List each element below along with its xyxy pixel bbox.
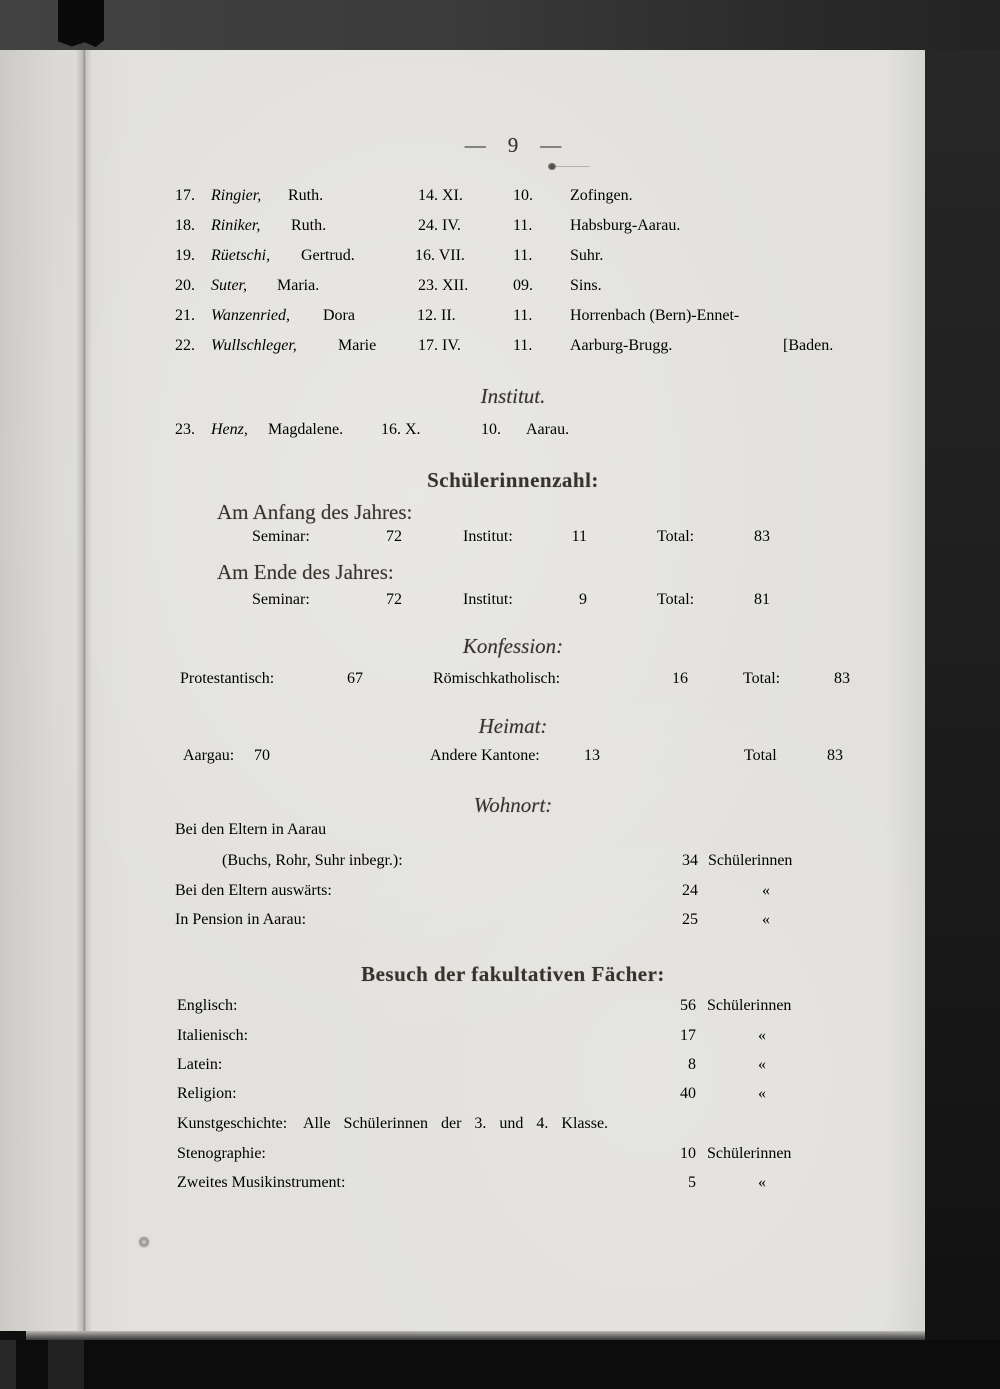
section-heading-schuelerinnenzahl: Schülerinnenzahl:	[427, 468, 599, 492]
konfession-line	[175, 670, 875, 692]
institut-label: Institut:	[463, 591, 513, 608]
student-firstname: Maria.	[277, 277, 320, 294]
fach-value: 5	[688, 1174, 696, 1191]
student-birthdate: 17. IV.	[418, 337, 461, 354]
student-surname: Ringier,	[211, 187, 262, 204]
institut-value: 11	[571, 528, 587, 545]
fach-row	[175, 1056, 875, 1078]
fach-text: Alle Schülerinnen der 3. und 4. Klasse.	[303, 1115, 609, 1132]
seminar-value: 72	[386, 528, 402, 545]
fach-row-kunstgeschichte	[175, 1115, 875, 1137]
fach-row	[175, 1145, 875, 1167]
wohnort-line4-value: 25	[682, 911, 698, 928]
fach-unit: «	[758, 1085, 766, 1102]
fach-value: 10	[680, 1145, 696, 1162]
student-row	[175, 217, 875, 239]
fach-label: Italienisch:	[177, 1027, 249, 1044]
student-row	[175, 307, 875, 329]
page-bottom-edge-shadow	[26, 1331, 925, 1340]
institut-label: Institut:	[463, 528, 513, 545]
student-surname: Wullschleger,	[211, 337, 297, 354]
student-number: 23.	[175, 421, 195, 438]
fach-label: Englisch:	[177, 997, 238, 1014]
wohnort-line4-unit: «	[762, 911, 770, 928]
scan-bottom-band	[0, 1340, 1000, 1389]
student-row	[175, 277, 875, 299]
fach-row	[175, 1027, 875, 1049]
wohnort-line3-label: Bei den Eltern auswärts:	[175, 882, 332, 899]
paper-blemish	[138, 1236, 150, 1248]
fach-row	[175, 1085, 875, 1107]
student-row	[175, 187, 875, 209]
page-number: 9	[507, 133, 519, 157]
wohnort-line2-label: (Buchs, Rohr, Suhr inbegr.):	[222, 852, 403, 869]
total-label: Total:	[743, 670, 781, 687]
student-birthyear: 10.	[481, 421, 501, 438]
fach-value: 17	[680, 1027, 696, 1044]
page-number-dash-left: —	[464, 133, 486, 157]
student-place: Aarau.	[526, 421, 570, 438]
student-birthyear: 11.	[513, 217, 533, 234]
student-firstname: Magdalene.	[268, 421, 344, 438]
fach-row	[175, 1174, 875, 1196]
wohnort-line4-label: In Pension in Aarau:	[175, 911, 307, 928]
scan-bottom-patch	[0, 1340, 16, 1389]
wohnort-line1-label: Bei den Eltern in Aarau	[175, 821, 327, 838]
section-heading-wohnort: Wohnort:	[473, 793, 553, 817]
scan-top-band	[0, 0, 1000, 50]
ink-speck	[548, 163, 556, 170]
total-value: 83	[827, 747, 843, 764]
aargau-value: 70	[254, 747, 270, 764]
student-birthdate: 14. XI.	[418, 187, 463, 204]
section-heading-heimat: Heimat:	[478, 714, 548, 738]
seminar-label: Seminar:	[252, 591, 310, 608]
catholic-value: 16	[672, 670, 688, 687]
student-birthyear: 11.	[513, 247, 533, 264]
student-number: 22.	[175, 337, 195, 354]
student-place: Zofingen.	[570, 187, 633, 204]
total-value: 83	[754, 528, 770, 545]
student-firstname: Ruth.	[291, 217, 327, 234]
student-surname: Riniker,	[211, 217, 261, 234]
fach-unit: «	[758, 1027, 766, 1044]
total-label: Total	[744, 747, 777, 764]
wohnort-line1	[175, 821, 875, 843]
student-place: Aarburg-Brugg.	[570, 337, 673, 354]
page-number-line	[175, 134, 851, 156]
student-birthyear: 10.	[513, 187, 533, 204]
student-firstname: Dora	[323, 307, 355, 324]
fach-unit: Schülerinnen	[707, 997, 792, 1014]
section-heading-faecher: Besuch der fakultativen Fächer:	[361, 962, 665, 986]
wohnort-line3-unit: «	[762, 882, 770, 899]
section-heading-konfession: Konfession:	[462, 634, 564, 658]
counts-end-line	[175, 591, 875, 613]
student-row	[175, 421, 875, 443]
student-place: Horrenbach (Bern)-Ennet-	[570, 307, 740, 324]
heimat-line	[175, 747, 875, 769]
fach-row	[175, 997, 875, 1019]
student-place-continuation: [Baden.	[783, 337, 834, 354]
fach-label: Zweites Musikinstrument:	[177, 1174, 346, 1191]
fach-unit: «	[758, 1056, 766, 1073]
student-birthyear: 11.	[513, 307, 533, 324]
fach-label: Latein:	[177, 1056, 223, 1073]
student-surname: Suter,	[211, 277, 247, 294]
andere-kantone-value: 13	[584, 747, 600, 764]
student-row	[175, 337, 875, 359]
student-birthyear: 09.	[513, 277, 533, 294]
fach-value: 8	[688, 1056, 696, 1073]
counts-end-label: Am Ende des Jahres:	[217, 560, 394, 584]
binding-crease	[76, 50, 92, 1331]
wohnort-line2-unit: Schülerinnen	[708, 852, 793, 869]
counts-start-line	[175, 528, 875, 550]
fach-value: 40	[680, 1085, 696, 1102]
fach-unit: «	[758, 1174, 766, 1191]
student-birthdate: 16. VII.	[415, 247, 465, 264]
fach-value: 56	[680, 997, 696, 1014]
student-place: Sins.	[570, 277, 602, 294]
institut-value: 9	[579, 591, 587, 608]
total-value: 81	[754, 591, 770, 608]
aargau-label: Aargau:	[183, 747, 235, 764]
protestant-label: Protestantisch:	[180, 670, 275, 687]
student-birthyear: 11.	[513, 337, 533, 354]
student-firstname: Gertrud.	[301, 247, 355, 264]
wohnort-line2	[175, 852, 875, 874]
total-value: 83	[834, 670, 850, 687]
student-birthdate: 23. XII.	[418, 277, 469, 294]
scan-bottom-patch	[48, 1340, 84, 1389]
student-firstname: Ruth.	[288, 187, 324, 204]
scratch-mark	[556, 166, 590, 167]
wohnort-line2-value: 34	[682, 852, 698, 869]
seminar-value: 72	[386, 591, 402, 608]
student-birthdate: 24. IV.	[418, 217, 461, 234]
andere-kantone-label: Andere Kantone:	[430, 747, 540, 764]
binding-tab-mark	[58, 0, 104, 47]
student-surname: Rüetschi,	[211, 247, 271, 264]
student-place: Habsburg-Aarau.	[570, 217, 681, 234]
total-label: Total:	[657, 591, 695, 608]
student-place: Suhr.	[570, 247, 604, 264]
seminar-label: Seminar:	[252, 528, 310, 545]
catholic-label: Römischkatholisch:	[433, 670, 561, 687]
student-number: 21.	[175, 307, 195, 324]
page-number-dash-right: —	[540, 133, 562, 157]
student-firstname: Marie	[338, 337, 377, 354]
student-birthdate: 16. X.	[381, 421, 421, 438]
total-label: Total:	[657, 528, 695, 545]
student-number: 18.	[175, 217, 195, 234]
scan-right-background	[925, 50, 1000, 1340]
student-row	[175, 247, 875, 269]
student-surname: Wanzenried,	[211, 307, 290, 324]
protestant-value: 67	[347, 670, 363, 687]
paper-page	[0, 50, 925, 1331]
student-surname: Henz,	[211, 421, 248, 438]
fach-unit: Schülerinnen	[707, 1145, 792, 1162]
student-number: 17.	[175, 187, 195, 204]
fach-label: Stenographie:	[177, 1145, 266, 1162]
student-number: 19.	[175, 247, 195, 264]
fach-label: Religion:	[177, 1085, 237, 1102]
wohnort-line3-value: 24	[682, 882, 698, 899]
student-number: 20.	[175, 277, 195, 294]
wohnort-line4	[175, 911, 875, 933]
fach-label: Kunstgeschichte:	[177, 1115, 288, 1132]
student-birthdate: 12. II.	[417, 307, 456, 324]
section-heading-institut: Institut.	[480, 384, 546, 408]
counts-start-label: Am Anfang des Jahres:	[217, 500, 413, 524]
wohnort-line3	[175, 882, 875, 904]
